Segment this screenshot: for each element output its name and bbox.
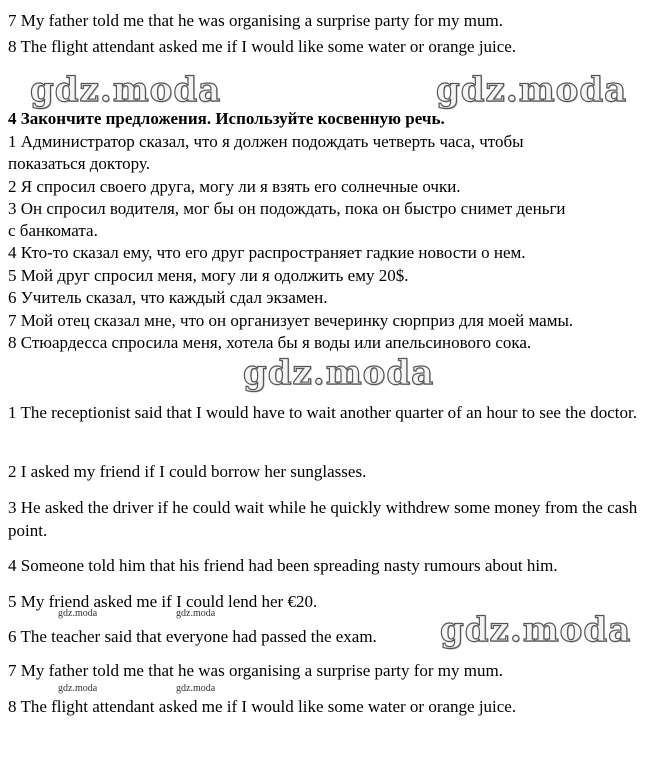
watermark-small: gdz.moda bbox=[176, 683, 216, 694]
text-line-top-8: 8 The flight attendant asked me if I would like some water or orange juice. bbox=[8, 37, 517, 56]
ru-line: 6 Учитель сказал, что каждый сдал экзамен. bbox=[8, 288, 328, 307]
en-answer-1: 1 The receptionist said that I would have to wait another quarter of an hour to see the doctor. bbox=[8, 403, 637, 422]
ru-line: 8 Стюардесса спросила меня, хотела бы я воды или апельсинового сока. bbox=[8, 333, 532, 352]
ru-line: 4 Кто-то сказал ему, что его друг распространяет гадкие новости о нем. bbox=[8, 243, 526, 262]
en-answer-3: 3 He asked the driver if he could wait while he quickly withdrew some money from the cash point. bbox=[8, 498, 638, 540]
en-answer-8: 8 The flight attendant asked me if I would like some water or orange juice. bbox=[8, 697, 517, 716]
ru-line: 1 Администратор сказал, что я должен подождать четверть часа, чтобы bbox=[8, 132, 524, 151]
text-line-top-7: 7 My father told me that he was organising a surprise party for my mum. bbox=[8, 11, 503, 30]
ru-line: 2 Я спросил своего друга, могу ли я взять его солнечные очки. bbox=[8, 177, 461, 196]
ru-line: 3 Он спросил водителя, мог бы он подождать, пока он быстро снимет деньги bbox=[8, 199, 566, 218]
ru-line: показаться доктору. bbox=[8, 154, 150, 173]
ru-line: 5 Мой друг спросил меня, могу ли я одолжить ему 20$. bbox=[8, 266, 409, 285]
section-heading: 4 Закончите предложения. Используйте косвенную речь. bbox=[8, 109, 445, 128]
watermark-logo: gdz.moda bbox=[436, 70, 628, 110]
watermark-small: gdz.moda bbox=[176, 608, 216, 619]
en-answer-5: 5 My friend asked me if I could lend her €20. bbox=[8, 592, 318, 611]
en-answer-7: 7 My father told me that he was organising a surprise party for my mum. bbox=[8, 661, 503, 680]
watermark-logo: gdz.moda bbox=[243, 353, 435, 393]
watermark-logo: gdz.moda bbox=[30, 70, 222, 110]
en-answer-6: 6 The teacher said that everyone had passed the exam. bbox=[8, 627, 377, 646]
watermark-small: gdz.moda bbox=[58, 608, 98, 619]
en-answer-2: 2 I asked my friend if I could borrow her sunglasses. bbox=[8, 462, 367, 481]
ru-line: с банкомата. bbox=[8, 221, 98, 240]
watermark-small: gdz.moda bbox=[58, 683, 98, 694]
en-answer-4: 4 Someone told him that his friend had been spreading nasty rumours about him. bbox=[8, 556, 558, 575]
ru-line: 7 Мой отец сказал мне, что он организует вечеринку сюрприз для моей мамы. bbox=[8, 311, 574, 330]
watermark-logo: gdz.moda bbox=[440, 610, 632, 650]
